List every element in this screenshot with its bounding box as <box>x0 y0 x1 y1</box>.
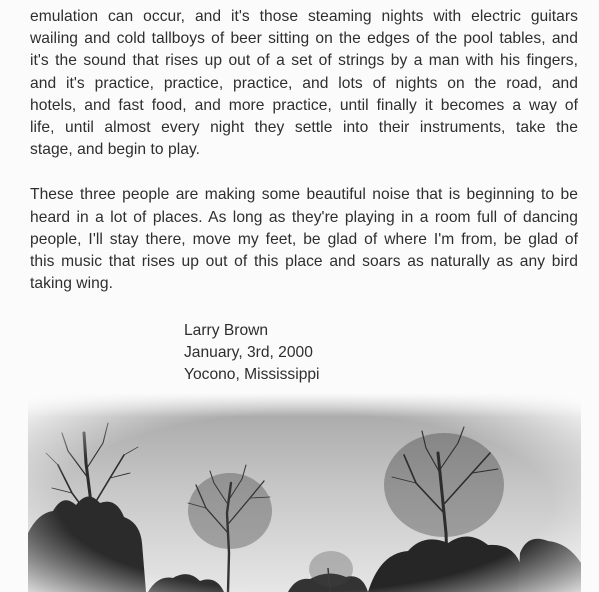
text-line: life, until almost every night they settle into their instruments, take the <box>30 119 578 137</box>
text-line: this music that rises up out of this place and soars as naturally as any bird <box>30 253 578 271</box>
text-line: people, I'll stay there, move my feet, be glad of where I'm from, be glad of <box>30 230 578 248</box>
signature-date: January, 3rd, 2000 <box>184 343 313 361</box>
tree-photo <box>28 393 581 592</box>
text-line: hotels, and fast food, and more practice, until finally it becomes a way of <box>30 96 578 114</box>
text-line: These three people are making some beautiful noise that is beginning to be <box>30 186 578 204</box>
liner-notes-text <box>30 6 578 295</box>
paragraph-gap <box>30 161 578 184</box>
text-line: taking wing. <box>30 275 113 293</box>
text-line: it's the sound that rises up out of a set of strings by a man with his fingers, <box>30 52 578 70</box>
author-name: Larry Brown <box>184 322 269 339</box>
text-line: emulation can occur, and it's those steaming nights with electric guitars <box>30 8 578 25</box>
signature-block <box>184 320 320 385</box>
text-line: heard in a lot of places. As long as they're playing in a room full of dancing <box>30 208 578 226</box>
tree-photo-image <box>28 393 581 592</box>
text-line: wailing and cold tallboys of beer sitting on the edges of the pool tables, and <box>30 30 578 48</box>
signature-place: Yocono, Mississippi <box>184 365 320 383</box>
text-line: and it's practice, practice, practice, and lots of nights on the road, and <box>30 74 578 92</box>
text-line: stage, and begin to play. <box>30 141 201 159</box>
